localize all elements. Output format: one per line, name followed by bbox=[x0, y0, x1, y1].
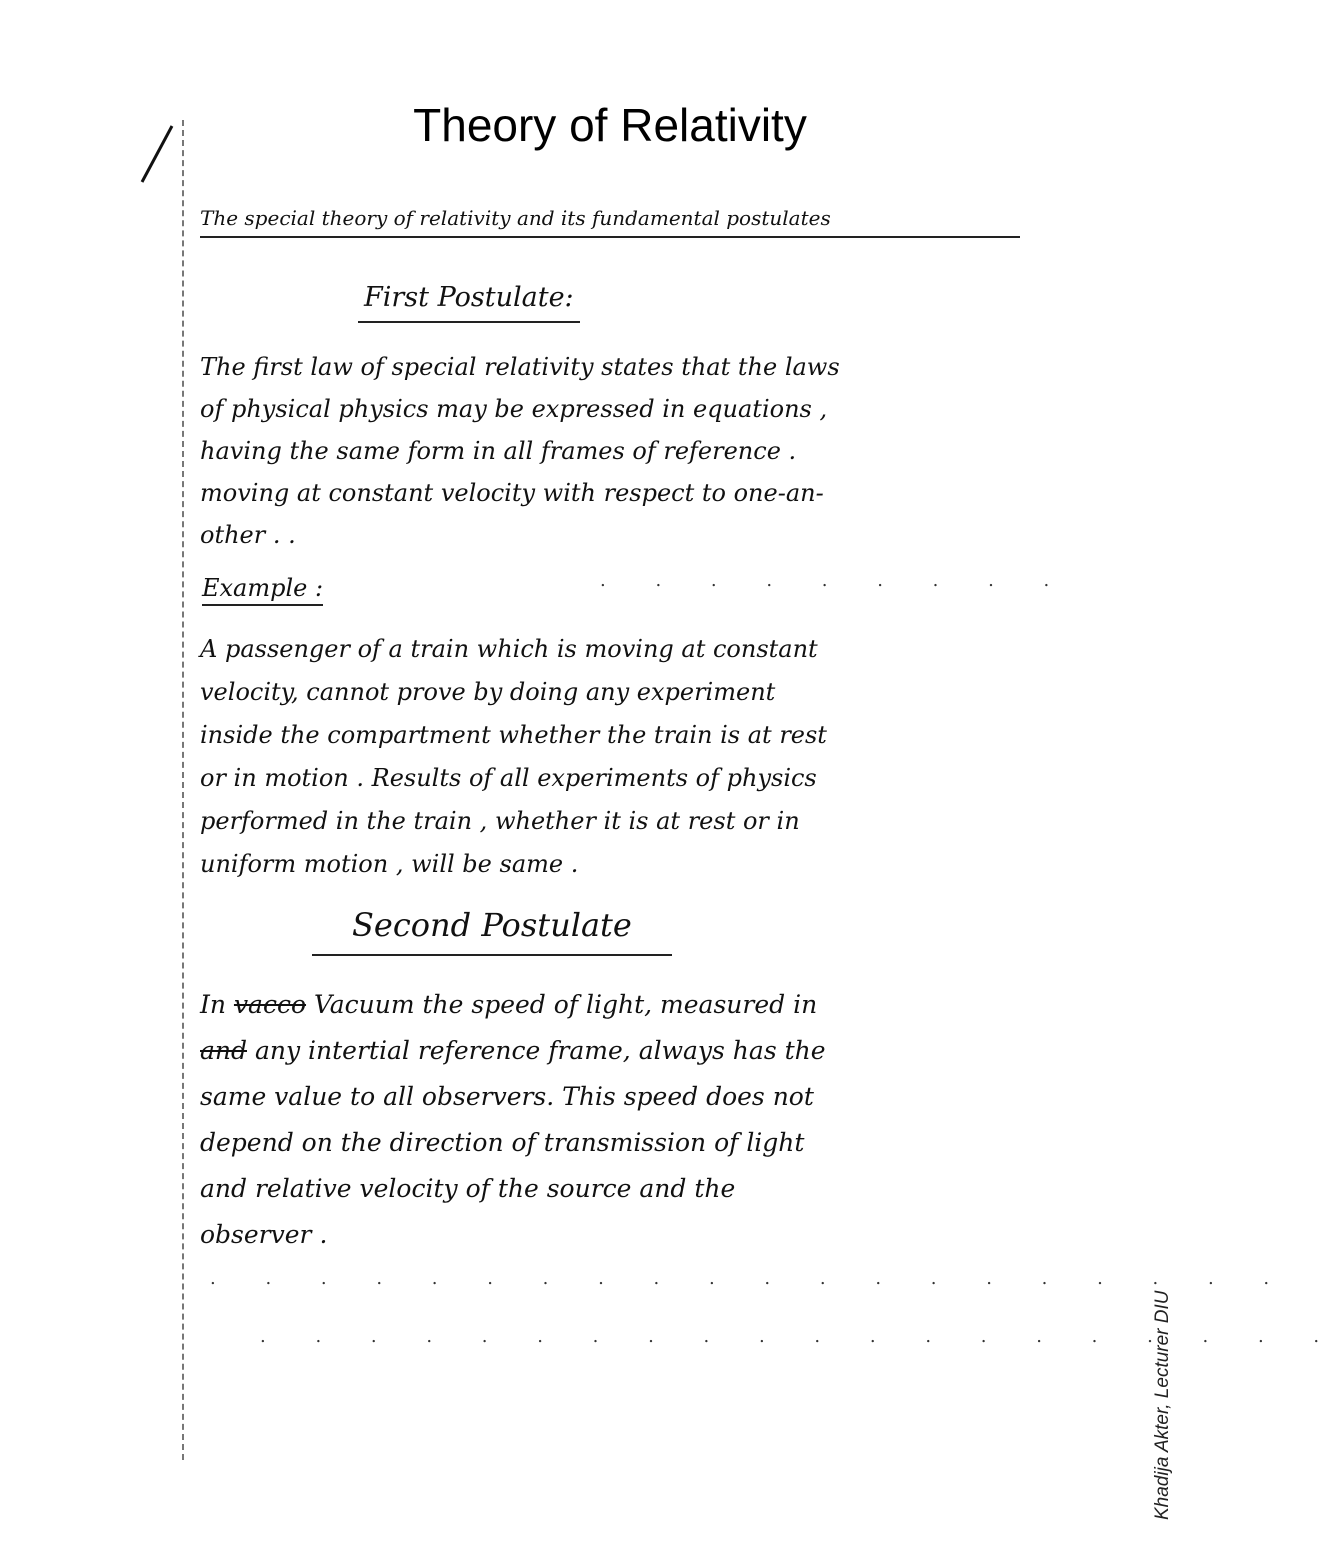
text-line: other . . bbox=[200, 521, 296, 549]
text-fragment: In bbox=[200, 990, 234, 1019]
text-line: same value to all observers. This speed does not bbox=[200, 1082, 814, 1111]
text-line: of physical physics may be expressed in equations , bbox=[200, 395, 828, 423]
text-line: moving at constant velocity with respect to one-an- bbox=[200, 479, 824, 507]
struck-word: vacco bbox=[233, 990, 307, 1019]
text-line: and relative velocity of the source and the bbox=[200, 1174, 736, 1203]
text-line: velocity, cannot prove by doing any experiment bbox=[200, 678, 776, 706]
text-line bbox=[200, 1028, 826, 1074]
page-title: Theory of Relativity bbox=[413, 99, 807, 151]
text-line: performed in the train , whether it is at rest or in bbox=[200, 807, 800, 835]
text-line bbox=[200, 982, 826, 1028]
text-line: observer . bbox=[200, 1220, 328, 1249]
struck-word: and bbox=[200, 1036, 248, 1065]
scan-noise-dots: . . . . . . . . . bbox=[600, 570, 1072, 591]
first-postulate-title: First Postulate: bbox=[358, 282, 580, 313]
second-postulate-text bbox=[200, 982, 826, 1258]
first-postulate-text bbox=[200, 346, 840, 556]
second-postulate-title: Second Postulate bbox=[312, 906, 672, 944]
author-credit: Khadija Akter, Lecturer DIU bbox=[1152, 1290, 1173, 1520]
example-label: Example : bbox=[202, 574, 323, 606]
example-text bbox=[200, 628, 827, 886]
text-fragment: Vacuum the speed of light, measured in bbox=[306, 990, 818, 1019]
text-line: uniform motion , will be same . bbox=[200, 850, 579, 878]
text-fragment: any intertial reference frame, always has the bbox=[247, 1036, 826, 1065]
margin-line bbox=[182, 120, 190, 1460]
text-line: depend on the direction of transmission of light bbox=[200, 1128, 805, 1157]
scan-noise-dots: . . . . . . . . . . . . . . . . . . . . bbox=[260, 1326, 1341, 1347]
text-line: The first law of special relativity states that the laws bbox=[200, 353, 840, 381]
text-line: inside the compartment whether the train is at rest bbox=[200, 721, 827, 749]
text-line: A passenger of a train which is moving at constant bbox=[200, 635, 818, 663]
margin-slash-mark bbox=[138, 124, 178, 186]
scan-noise-dots: . . . . . . . . . . . . . . . . . . . . bbox=[210, 1268, 1292, 1289]
text-line: having the same form in all frames of reference . bbox=[200, 437, 797, 465]
section-heading: The special theory of relativity and its fundamental postulates bbox=[200, 206, 1020, 238]
text-line: or in motion . Results of all experiments of physics bbox=[200, 764, 817, 792]
